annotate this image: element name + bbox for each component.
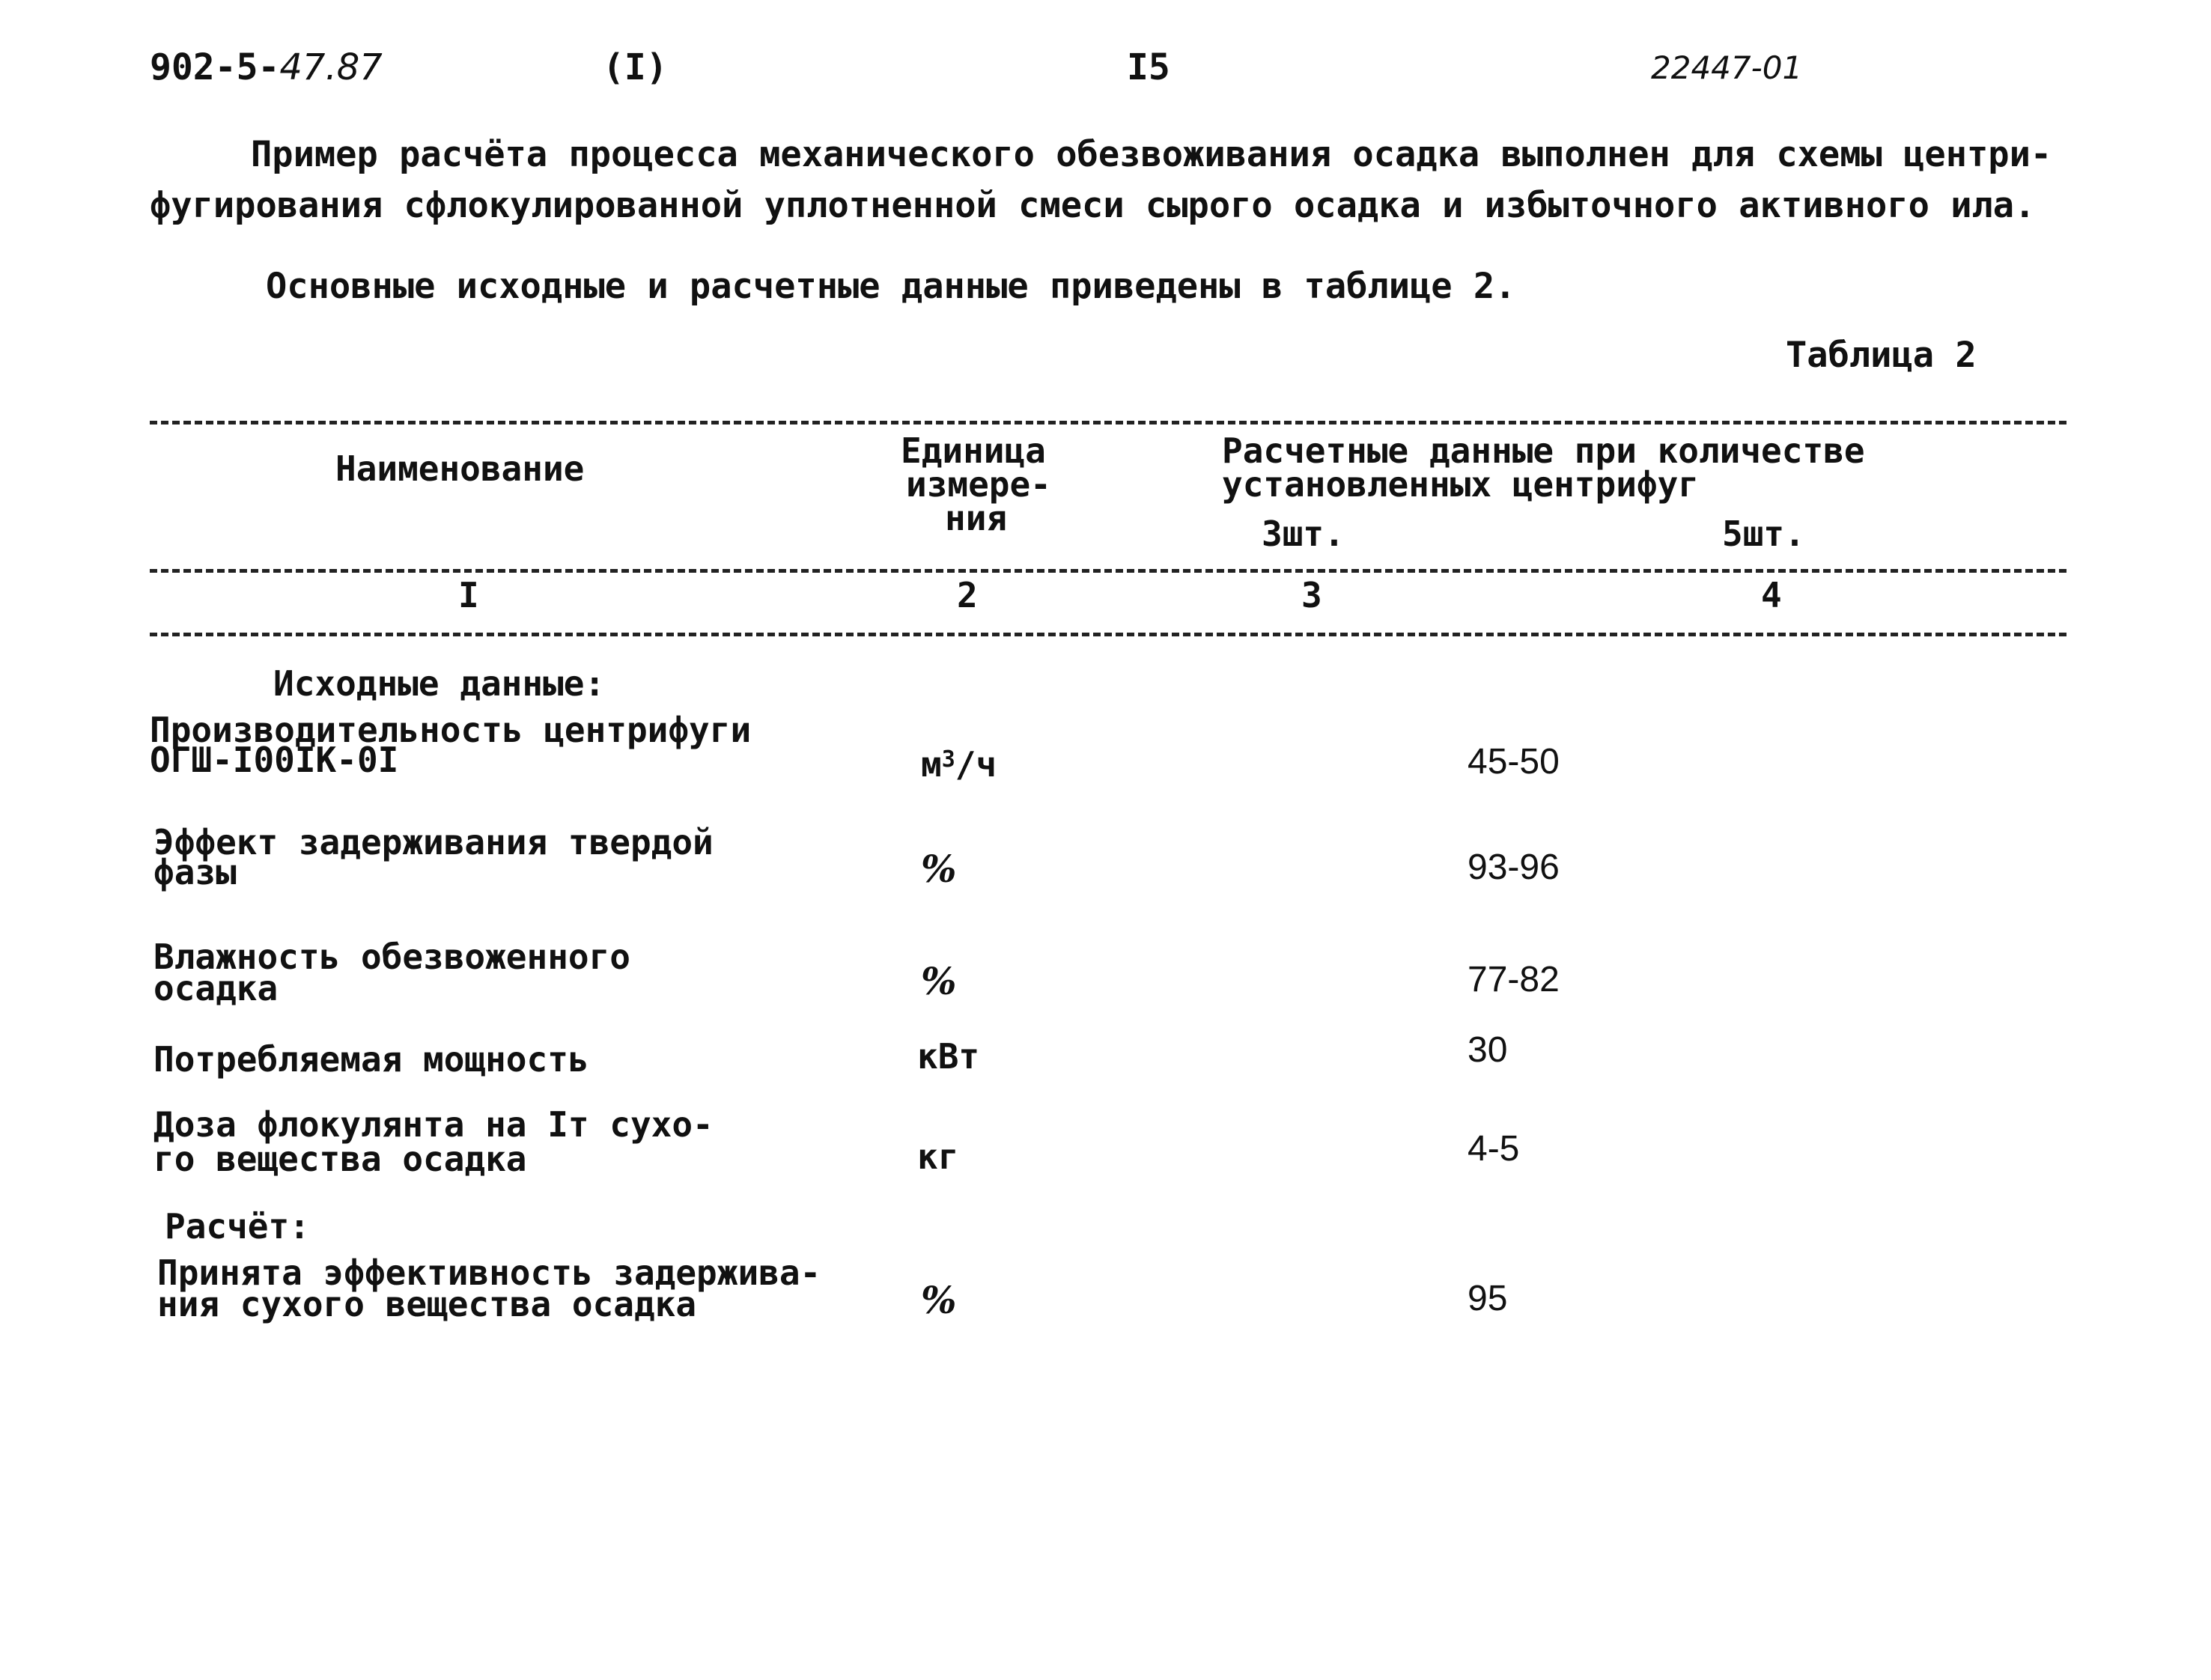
row-value: 4-5 xyxy=(1468,1129,1520,1169)
col-number-3: 3 xyxy=(1301,575,1322,615)
table-header-rule xyxy=(150,569,2066,573)
row-unit: % xyxy=(921,1278,957,1322)
col-number-2: 2 xyxy=(957,575,978,615)
document-code xyxy=(150,46,383,88)
table-top-rule xyxy=(150,421,2066,424)
data-note: Основные исходные и расчетные данные приведены в таблице 2. xyxy=(266,266,1516,307)
row-name-line-1: Принята эффективность задержива- xyxy=(157,1253,821,1293)
row-value: 30 xyxy=(1468,1030,1508,1070)
row-unit-tail: /ч xyxy=(955,744,997,785)
row-unit: кВт xyxy=(917,1036,980,1077)
row-name-line-1: Доза флокулянта на Iт сухо- xyxy=(153,1104,714,1145)
col-header-sub-5: 5шт. xyxy=(1722,514,1805,554)
row-unit: кг xyxy=(917,1136,959,1177)
row-name-line-1: Эффект задерживания твердой xyxy=(153,822,714,862)
col-number-4: 4 xyxy=(1761,575,1782,615)
row-unit: % xyxy=(921,847,957,891)
row-unit-base: м xyxy=(921,744,942,785)
row-name-line-2: ния сухого вещества осадка xyxy=(157,1284,697,1324)
row-value: 95 xyxy=(1468,1279,1508,1318)
row-value: 45-50 xyxy=(1468,742,1560,782)
col-header-calc-2: установленных центрифуг xyxy=(1222,464,1699,505)
col-header-name: Наименование xyxy=(335,448,585,489)
page-number: I5 xyxy=(1127,46,1170,88)
col-header-unit-3: ния xyxy=(945,498,1008,538)
intro-line-1: Пример расчёта процесса механического обезвоживания осадка выполнен для схемы центри- xyxy=(251,134,2052,175)
section-source-data: Исходные данные: xyxy=(273,663,606,704)
row-unit xyxy=(921,744,997,785)
table-caption: Таблица 2 xyxy=(1786,335,1977,376)
row-value: 93-96 xyxy=(1468,847,1560,887)
row-name-line-1: Влажность обезвоженного xyxy=(153,937,630,977)
row-name-line-1: Потребляемая мощность xyxy=(153,1039,589,1080)
intro-line-2: фугирования сфлокулированной уплотненной смеси сырого осадка и избыточного активного ила. xyxy=(150,185,2036,226)
inventory-number: 22447-01 xyxy=(1651,49,1803,86)
table-numbers-rule xyxy=(150,633,2066,636)
row-unit: % xyxy=(921,959,957,1003)
row-name-line-1: Производительность центрифуги xyxy=(150,710,752,750)
part-number: (I) xyxy=(603,46,668,88)
col-header-calc-1: Расчетные данные при количестве xyxy=(1222,430,1865,471)
row-name-line-2: фазы xyxy=(153,852,237,892)
document-code-prefix: 902-5- xyxy=(150,46,280,88)
col-header-sub-3: 3шт. xyxy=(1262,514,1345,554)
row-name-line-2: го вещества осадка xyxy=(153,1139,527,1179)
col-number-1: I xyxy=(458,575,479,615)
row-name-line-2: ОГШ-I00IК-0I xyxy=(150,740,399,780)
document-code-handwritten: 47.87 xyxy=(279,46,383,88)
col-header-unit-1: Единица xyxy=(901,430,1046,471)
col-header-unit-2: измере- xyxy=(906,464,1051,505)
row-name-line-2: осадка xyxy=(153,968,279,1008)
section-calculation: Расчёт: xyxy=(165,1206,310,1247)
row-value: 77-82 xyxy=(1468,960,1560,999)
row-unit-superscript: 3 xyxy=(941,746,955,773)
